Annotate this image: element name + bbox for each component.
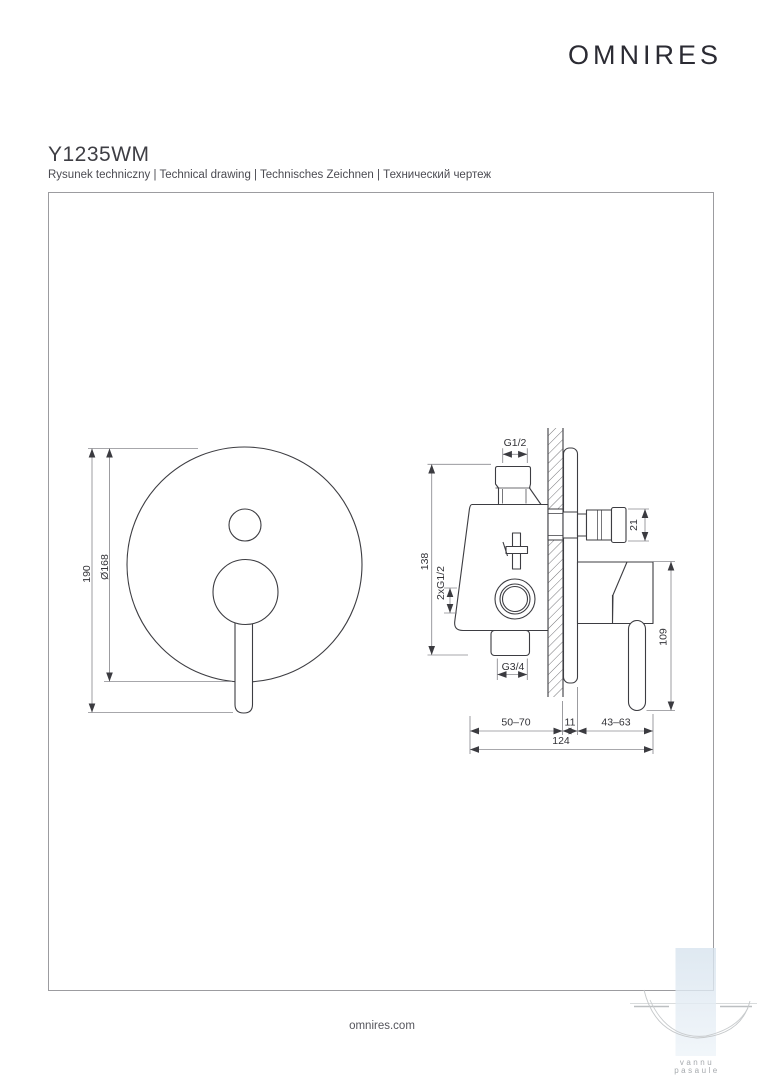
dim-label-valve-height: 138 bbox=[419, 552, 431, 571]
plate-side bbox=[564, 448, 578, 683]
cartridge-screw-horizontal bbox=[506, 547, 528, 554]
knob-body bbox=[587, 510, 612, 540]
diverter-button-circle bbox=[229, 509, 261, 541]
drawing-caption: Rysunek techniczny | Technical drawing | Technisches Zeichnen | Технический чертеж bbox=[48, 169, 492, 181]
front-view bbox=[81, 447, 362, 713]
handle-base-circle bbox=[213, 560, 278, 625]
wall-hatch bbox=[549, 428, 563, 697]
dim-label-handle-depth: 43–63 bbox=[601, 716, 631, 729]
knob-neck bbox=[578, 514, 587, 536]
watermark bbox=[630, 948, 757, 1075]
dim-label-plate-offset: 11 bbox=[564, 716, 576, 729]
watermark-stripe bbox=[676, 948, 717, 1056]
watermark-text-line2: pasaule bbox=[674, 1066, 720, 1075]
dim-label-plate-diameter: Ø168 bbox=[99, 554, 111, 580]
bottom-outlet bbox=[491, 631, 530, 656]
dim-label-bottom-connection: G3/4 bbox=[501, 661, 525, 673]
dim-label-handle-length: 109 bbox=[657, 628, 670, 646]
omnires-logo: OMNIRES bbox=[567, 40, 722, 70]
side-view bbox=[419, 428, 675, 754]
dim-label-top-connection: G1/2 bbox=[503, 437, 527, 449]
ext-g12 bbox=[503, 448, 528, 463]
dim-label-total-height: 190 bbox=[81, 565, 93, 583]
website-footer: omnires.com bbox=[349, 1020, 415, 1032]
watermark-text-line1: vannu bbox=[679, 1058, 715, 1067]
lever-side bbox=[629, 621, 646, 711]
dim-label-total-depth: 124 bbox=[552, 735, 570, 747]
stem-spacer bbox=[563, 512, 578, 538]
dim-label-diverter-knob: 21 bbox=[628, 519, 640, 531]
product-code: Y1235WM bbox=[48, 143, 150, 166]
side-port-outer bbox=[495, 579, 535, 619]
dim-label-side-connections: 2xG1/2 bbox=[435, 566, 447, 600]
dim-label-install-depth: 50–70 bbox=[501, 716, 531, 729]
knob-cap bbox=[612, 508, 627, 543]
handle-base-side bbox=[578, 562, 654, 624]
